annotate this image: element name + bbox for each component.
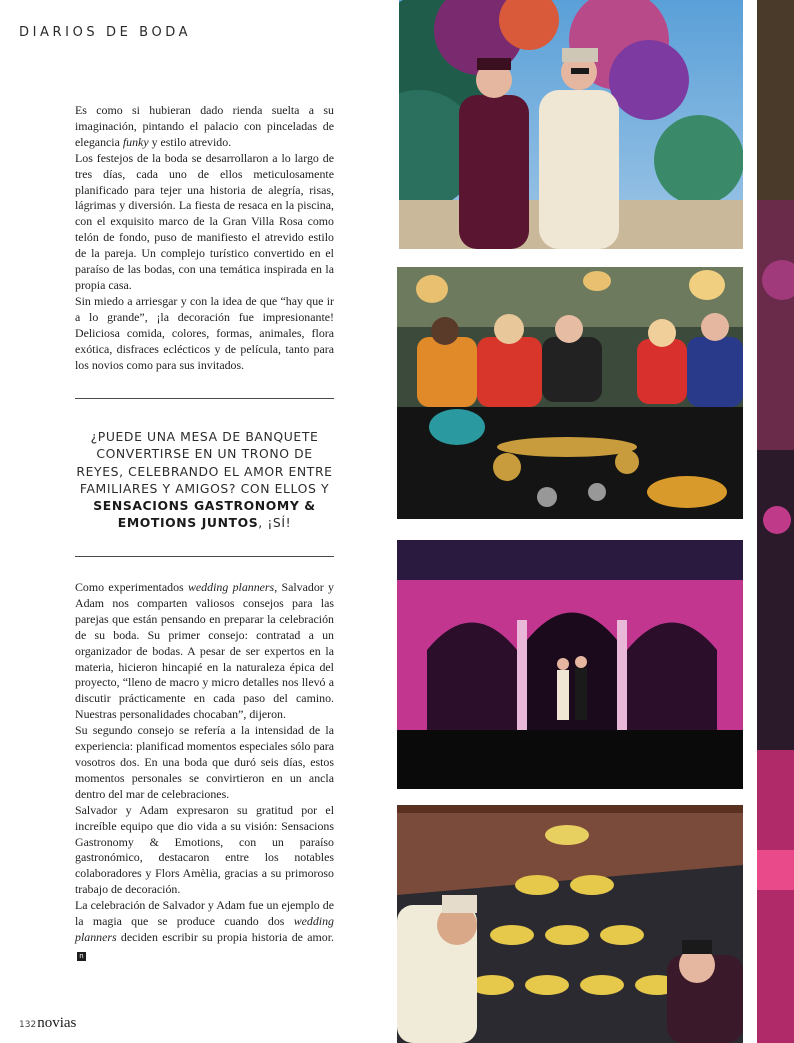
- photo-palace-arches: [397, 540, 743, 789]
- photo-champagne-tower: [397, 805, 743, 1043]
- article-column-top: [75, 103, 334, 373]
- article-column-bottom: [75, 580, 334, 962]
- photo-couple-flowers: [399, 0, 743, 249]
- paragraph: Su segundo consejo se refería a la intensidad de la experiencia: planificad momentos especiales sólo para vosotros dos. En una boda que duró seis días, estos momentos personales se convirtieron en un ancla dentro del mar de celebraciones.: [75, 723, 334, 801]
- photo-banquet-table: [397, 267, 743, 519]
- end-mark-icon: n: [77, 952, 86, 961]
- section-label: DIARIOS DE BODA: [19, 25, 192, 40]
- divider-top: [75, 398, 334, 399]
- paragraph: Salvador y Adam expresaron su gratitud por el increíble equipo que dio vida a su visión: Sensacions Gastronomy & Emotions, con un paraíso gastronómico, destacaron entre los notables colaboradores y Flors Amèlia, gracias a su primoroso trabajo de decoración.: [75, 802, 334, 897]
- page-folio: [19, 1014, 76, 1032]
- paragraph: Como experimentados wedding planners, Salvador y Adam nos comparten valiosos consejos para las parejas que están pensando en preparar la celebración de su boda. Su primer consejo: contratad a un organizador de bodas. A pesar de ser expertos en la materia, hicieron hincapié en la naturaleza épica del proyecto, “lleno de macro y micro detalles nos llevó a discutir prácticamente en cada paso del camino. Nuestras personalidades chocaban”, dijeron.: [75, 580, 334, 722]
- paragraph: Es como si hubieran dado rienda suelta a su imaginación, pintando el palacio con pinceladas de elegancia funky y estilo atrevido.: [75, 103, 334, 149]
- divider-bottom: [75, 556, 334, 557]
- paragraph: La celebración de Salvador y Adam fue un ejemplo de la magia que se produce cuando dos wedding planners deciden escribir su propia historia de amor.n: [75, 898, 334, 960]
- pull-quote: ¿PUEDE UNA MESA DE BANQUETE CONVERTIRSE EN UN TRONO DE REYES, CELEBRANDO EL AMOR ENTRE FAMILIARES Y AMIGOS? CON ELLOS Y SENSACIONS GASTRONOMY & EMOTIONS JUNTOS, ¡SÍ!: [76, 429, 333, 531]
- page-number: 132: [19, 1020, 37, 1030]
- magazine-brand: novias: [37, 1015, 77, 1031]
- photo-side-strip: [757, 0, 794, 1043]
- paragraph: Sin miedo a arriesgar y con la idea de que “hay que ir a lo grande”, ¡la decoración fue impresionante! Deliciosa comida, colores, formas, animales, flora exótica, disfraces eclécticos y de película, tanto para los novios como para sus invitados.: [75, 293, 334, 372]
- paragraph: Los festejos de la boda se desarrollaron a lo largo de tres días, cada uno de ellos meticulosamente planificado para tejer una historia de alegría, risas, lágrimas y diversión. La fiesta de resaca en la piscina, con el exquisito marco de la Gran Villa Rosa como telón de fondo, puso de manifiesto el atrevido estilo de la pareja. Un complejo turístico convertido en el paraíso de las bodas, con una temática inspirada en la propia casa.: [75, 150, 334, 292]
